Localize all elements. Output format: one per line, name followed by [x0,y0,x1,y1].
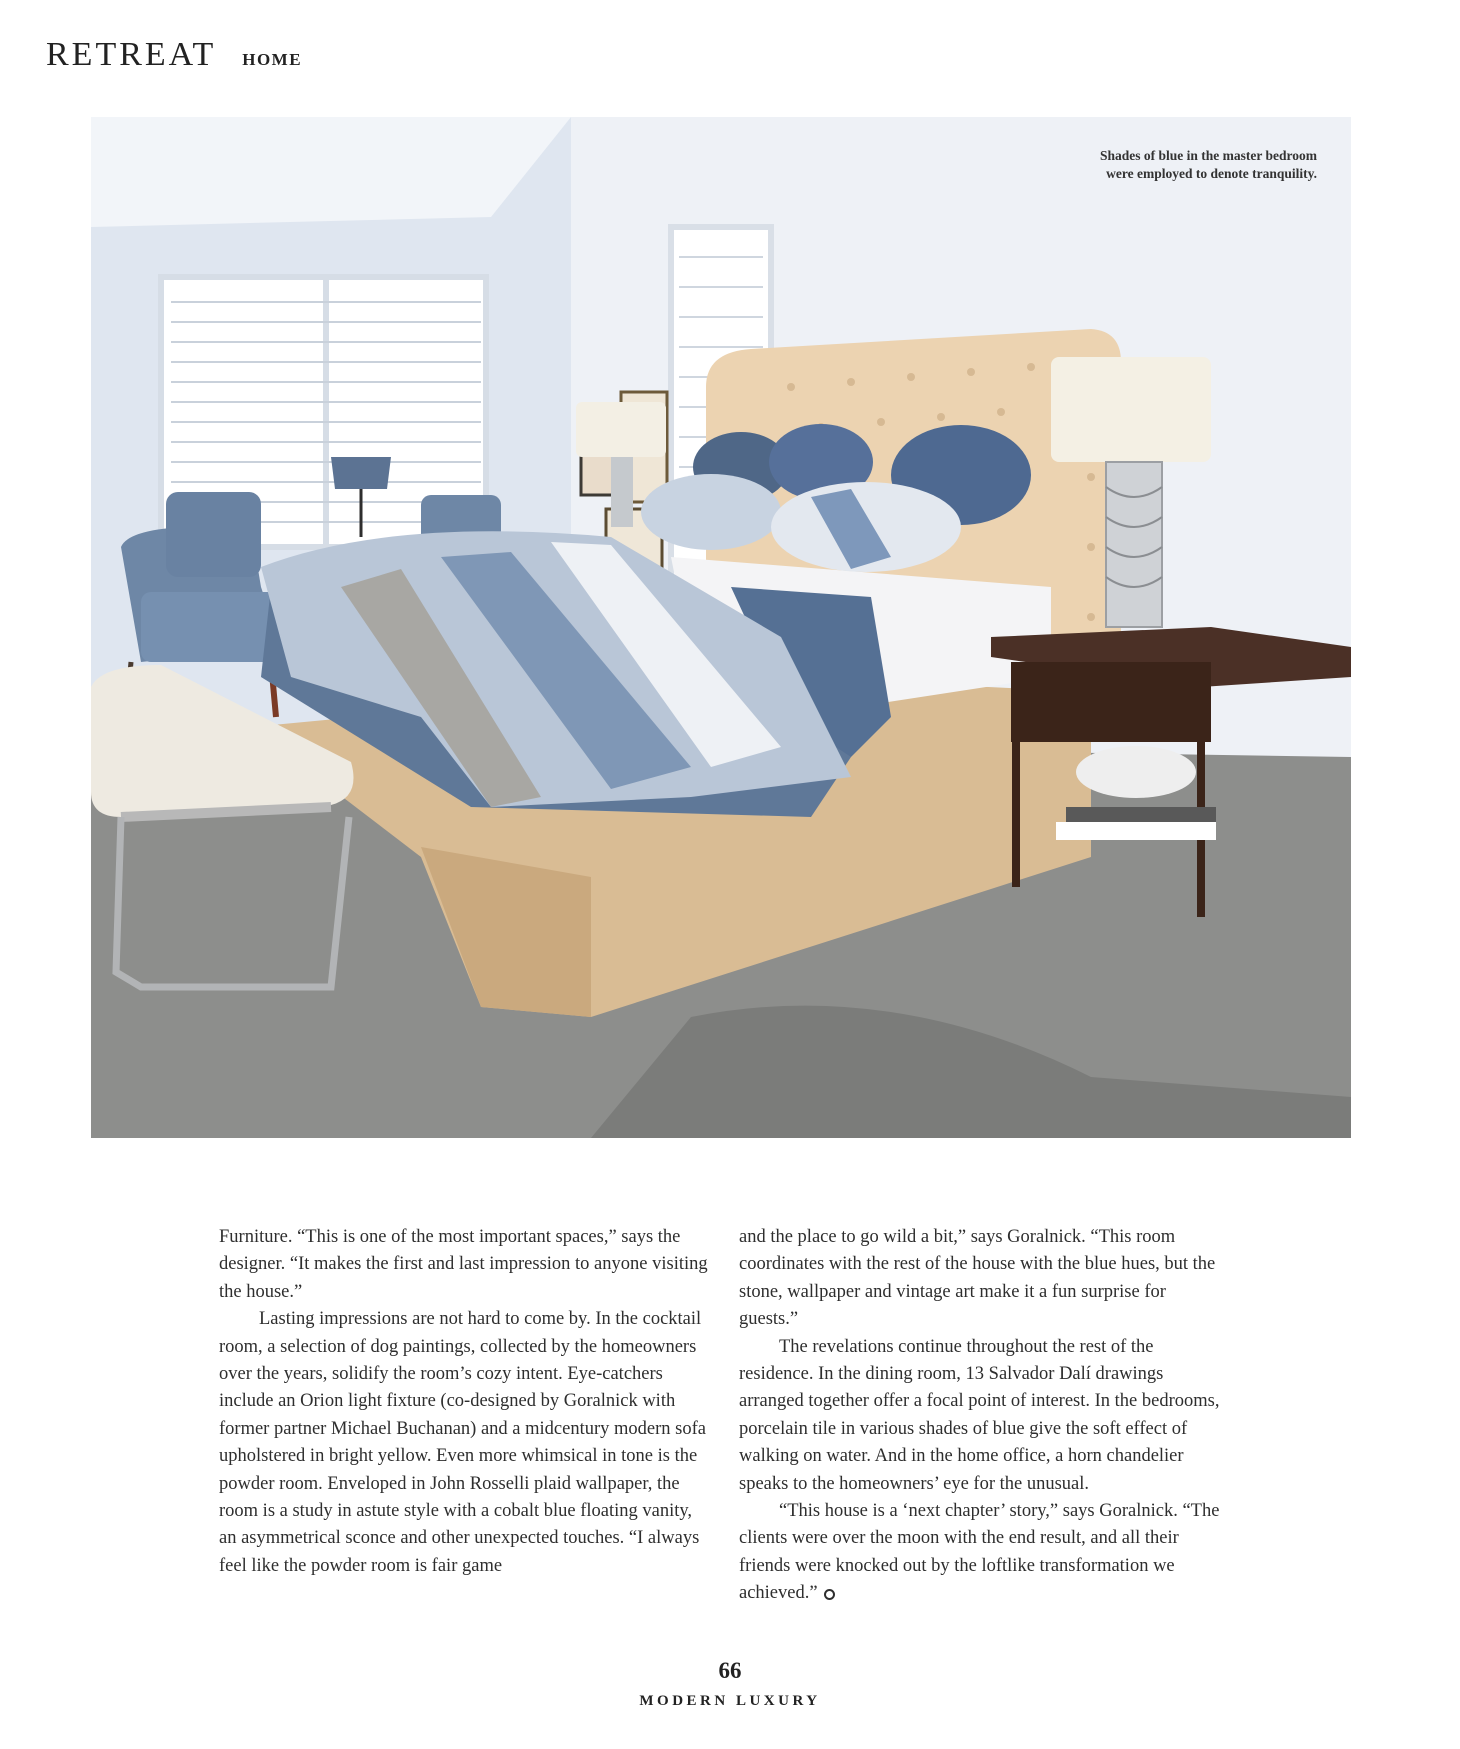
paragraph: and the place to go wild a bit,” says Goralnick. “This room coordinates with the rest of the house with the blue hues, but the stone, wallpaper and vintage art make it a fun surprise for guests.” [739,1227,1216,1330]
article-column-right [739,1224,1229,1608]
caption-line: were employed to denote tranquility. [1106,166,1317,181]
section-title: RETREAT [46,36,217,73]
subsection-title: HOME [242,50,303,69]
publication-name: MODERN LUXURY [639,1693,821,1709]
paragraph: Furniture. “This is one of the most important spaces,” says the designer. “It makes the first and last impression to anyone visiting the house.” [219,1227,708,1302]
article-column-left [219,1224,709,1580]
paragraph: The revelations continue throughout the rest of the residence. In the dining room, 13 Salvador Dalí drawings arranged together offer a focal point of interest. In the bedrooms, porcelain tile in various shades of blue give the soft effect of walking on water. And in the home office, a horn chandelier speaks to the homeowners’ eye for the unusual. [739,1336,1220,1494]
page-number: 66 [718,1658,742,1683]
bedroom-photo [91,117,1351,1138]
page-header [46,36,302,74]
end-mark-icon [824,1589,835,1600]
paragraph-final [739,1498,1229,1608]
paragraph: Lasting impressions are not hard to come by. In the cocktail room, a selection of dog paintings, collected by the homeowners over the years, solidify the room’s cozy intent. Eye-catchers include an Orion light fixture (co-designed by Goralnick with former partner Michael Buchanan) and a midcentury modern sofa upholstered in bright yellow. Even more whimsical in tone is the powder room. Enveloped in John Rosselli plaid wallpaper, the room is a study in astute style with a cobalt blue floating vanity, an asymmetrical sconce and other unexpected touches. “I always feel like the powder room is fair game [219,1309,706,1576]
photo-caption [957,147,1317,183]
caption-line: Shades of blue in the master bedroom [1099,148,1317,163]
paragraph-text: “This house is a ‘next chapter’ story,” says Goralnick. “The clients were over the moon with the end result, and all their friends were knocked out by the loftlike transformation we achieved.” [739,1501,1220,1604]
bedroom-illustration [91,117,1351,1138]
